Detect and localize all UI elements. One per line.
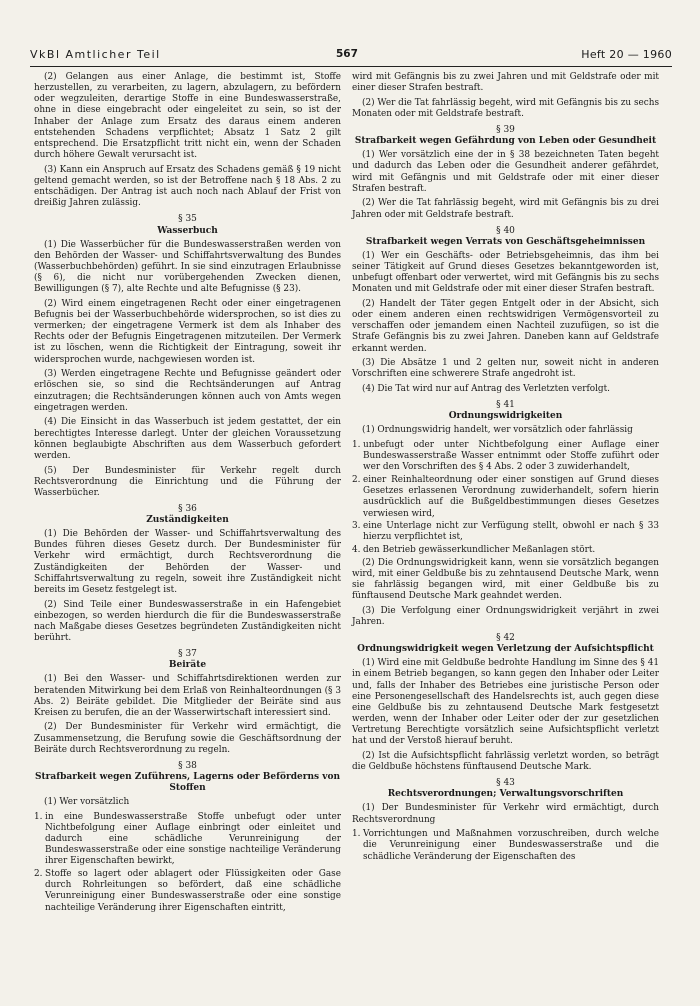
section-title: Ordnungswidrigkeiten [448, 411, 563, 422]
issue-label: Heft 20 — 1960 [581, 48, 672, 61]
section-number: § 39 [496, 125, 515, 136]
paragraph: (1) Wer ein Geschäfts- oder Betriebsgeheimnis, das ihm bei seiner Tätigkeit auf Grund dieses Gesetzes bekanntgeworden ist, unbefugt offenbart oder verwertet, wird mit Gefängnis bis zu sechs Monaten und mit Geldstrafe oder mit einer dieser Strafen bestraft. [352, 250, 659, 295]
list-item [34, 812, 341, 868]
section-number: § 43 [496, 778, 515, 789]
section-title: Ordnungswidrigkeit wegen Verletzung der Aufsichtspflicht [357, 644, 654, 655]
list-item [352, 475, 659, 520]
section-number: § 41 [496, 400, 515, 411]
list-item-number: 1. [352, 829, 361, 840]
list-item-text: Vorrichtungen und Maßnahmen vorzuschreiben, durch welche die Verunreinigung einer Bundeswasserstraße und die schädliche Veränderung der Eigenschaften des [363, 829, 659, 862]
paragraph: (1) Wer vorsätzlich [44, 797, 130, 808]
right-column [352, 72, 659, 864]
list-item-text: in eine Bundeswasserstraße Stoffe unbefugt oder unter Nichtbefolgung einer Auflage einbringt oder einleitet und dadurch eine schädliche Verunreinigung der Bundeswasserstraße oder eine sonstige nachteilige Veränderung ihrer Eigenschaften bewirkt, [45, 811, 341, 867]
list-item-number: 4. [352, 544, 361, 555]
section-title: Zuständigkeiten [146, 515, 229, 526]
paragraph: (4) Die Einsicht in das Wasserbuch ist jedem gestattet, der ein berechtigtes Interesse darlegt. Unter der gleichen Voraussetzung können beglaubigte Abschriften aus dem Wasserbuch gefordert werden. [34, 417, 341, 461]
paragraph: (1) Der Bundesminister für Verkehr wird ermächtigt, durch Rechtsverordnung [352, 803, 659, 825]
paragraph: wird mit Gefängnis bis zu zwei Jahren und mit Geldstrafe oder mit einer dieser Strafen bestraft. [352, 72, 659, 94]
paragraph: (2) Wer die Tat fahrlässig begeht, wird mit Gefängnis bis zu drei Jahren oder mit Geldstrafe bestraft. [352, 198, 659, 220]
paragraph: (2) Sind Teile einer Bundeswasserstraße in ein Hafengebiet einbezogen, so werden hierdurch die für die Bundeswasserstraße nach Maßgabe dieses Gesetzes begründeten Zuständigkeiten nicht berührt. [34, 599, 341, 644]
paragraph: (1) Die Wasserbücher für die Bundeswasserstraßen werden von den Behörden der Wasser- und Schiffahrtsverwaltung des Bundes (Wasserbuchbehörden) geführt. In sie sind einzutragen Erlaubnisse (§ 6), die nicht nur vorübergehenden Zwecken dienen, Bewilligungen (§ 7), alte Rechte und alte Befugnisse (§ 23). [34, 239, 341, 295]
publication-title: VkBl Amtlicher Teil [30, 48, 161, 61]
paragraph: (4) Die Tat wird nur auf Antrag des Verletzten verfolgt. [362, 384, 610, 395]
paragraph: (2) Gelangen aus einer Anlage, die bestimmt ist, Stoffe herzustellen, zu verarbeiten, zu lagern, abzulagern, zu befördern oder wegzuleiten, derartige Stoffe in eine Bundeswasserstraße, ohne in diese eingebracht oder eingeleitet zu sein, so ist der Inhaber der Anlage zum Ersatz des daraus einem anderen entstehenden Schadens verpflichtet; Absatz 1 Satz 2 gilt entsprechend. Die Ersatzpflicht tritt nicht ein, wenn der Schaden durch höhere Gewalt verursacht ist. [34, 72, 341, 161]
list-item-number: 1. [34, 811, 43, 822]
list-item [34, 869, 341, 914]
list-item [352, 440, 659, 473]
list-item-number: 2. [352, 475, 361, 486]
list-item-text: eine Unterlage nicht zur Verfügung stellt, obwohl er nach § 33 hierzu verpflichtet ist, [363, 521, 659, 543]
header-rule [30, 66, 672, 67]
paragraph: (2) Wer die Tat fahrlässig begeht, wird mit Gefängnis bis zu sechs Monaten oder mit Geldstrafe bestraft. [352, 97, 659, 119]
section-number: § 38 [178, 760, 197, 771]
paragraph: (2) Der Bundesminister für Verkehr wird ermächtigt, die Zusammensetzung, die Berufung sowie die Geschäftsordnung der Beiräte durch Rechtsverordnung zu regeln. [34, 722, 341, 755]
paragraph: (3) Die Verfolgung einer Ordnungswidrigkeit verjährt in zwei Jahren. [352, 605, 659, 627]
paragraph: (1) Bei den Wasser- und Schiffahrtsdirektionen werden zur beratenden Mitwirkung bei dem Erlaß von Reinhalteordnungen (§ 3 Abs. 2) Beiräte gebildet. Die Mitglieder der Beiräte sind aus Kreisen zu berufen, die an der Wasserwirtschaft interessiert sind. [34, 674, 341, 718]
section-title: Strafbarkeit wegen Verrats von Geschäftsgeheimnissen [365, 236, 646, 247]
section-title: Strafbarkeit wegen Gefährdung von Leben oder Gesundheit [354, 136, 657, 147]
section-title: Wasserbuch [157, 225, 218, 236]
list-item-number: 3. [352, 521, 361, 532]
paragraph: (3) Werden eingetragene Rechte und Befugnisse geändert oder erlöschen sie, so sind die Rechtsänderungen auf Antrag einzutragen; die Rechtsänderungen können auch von Amts wegen eingetragen werden. [34, 369, 341, 413]
list-item-number: 2. [34, 869, 43, 880]
section-number: § 36 [178, 503, 197, 514]
list-item [352, 545, 659, 556]
paragraph: (3) Die Absätze 1 und 2 gelten nur, soweit nicht in anderen Vorschriften eine schwerere Strafe angedroht ist. [352, 358, 659, 380]
section-number: § 42 [496, 633, 515, 644]
paragraph: (2) Ist die Aufsichtspflicht fahrlässig verletzt worden, so beträgt die Geldbuße höchstens fünftausend Deutsche Mark. [352, 750, 659, 773]
paragraph: (1) Ordnungswidrig handelt, wer vorsätzlich oder fahrlässig [362, 425, 633, 436]
list-item [352, 521, 659, 543]
left-column [34, 72, 341, 915]
section-number: § 37 [178, 649, 197, 660]
page-number: 567 [336, 48, 358, 60]
section-number: § 40 [496, 225, 515, 236]
list-item [352, 829, 659, 862]
paragraph: (1) Wer vorsätzlich eine der in § 38 bezeichneten Taten begeht und dadurch das Leben oder die Gesundheit anderer gefährdet, wird mit Gefängnis und mit Geldstrafe oder mit einer dieser Strafen bestraft. [352, 150, 659, 194]
section-title: Rechtsverordnungen; Verwaltungsvorschriften [387, 789, 624, 800]
paragraph: (1) Die Behörden der Wasser- und Schiffahrtsverwaltung des Bundes führen dieses Gesetz durch. Der Bundesminister für Verkehr wird ermächtigt, durch Rechtsverordnung die Zuständigkeiten der Behörden der Wasser- und Schiffahrtsverwaltung zu regeln, soweit ihre Zuständigkeit nicht bereits im Gesetz festgelegt ist. [34, 529, 341, 595]
list-item-text: Stoffe so lagert oder ablagert oder Flüssigkeiten oder Gase durch Rohrleitungen so befördert, daß eine schädliche Verunreinigung einer Bundeswasserstraße oder eine sonstige nachteilige Veränderung ihrer Eigenschaften eintritt, [45, 869, 341, 913]
paragraph: (2) Wird einem eingetragenen Recht oder einer eingetragenen Befugnis bei der Wasserbuchbehörde widersprochen, so ist dies zu vermerken; der eingetragene Vermerk ist dem als Inhaber des Rechts oder der Befugnis Eingetragenen mitzuteilen. Der Vermerk ist zu löschen, wenn die Richtigkeit der Eintragung, soweit ihr widersprochen wurde, nachgewiesen worden ist. [34, 298, 341, 365]
list-item-text: unbefugt oder unter Nichtbefolgung einer Auflage einer Bundeswasserstraße Wasser entnimmt oder Stoffe zuführt oder wer den Vorschriften des § 4 Abs. 2 oder 3 zuwiderhandelt, [363, 440, 659, 473]
paragraph: (1) Wird eine mit Geldbuße bedrohte Handlung im Sinne des § 41 in einem Betrieb begangen, so kann gegen den Inhaber oder Leiter und, falls der Inhaber des Betriebes eine juristische Person oder eine Personengesellschaft des Handelsrechts ist, auch gegen diese eine Geldbuße bis zu zehntausend Deutsche Mark festgesetzt werden, wenn der Inhaber oder Leiter oder der zur gesetzlichen Vertretung Berechtigte vorsätzlich seine Aufsichtspflicht verletzt hat und der Verstoß hierauf beruht. [352, 658, 659, 747]
section-title: Strafbarkeit wegen Zuführens, Lagerns oder Beförderns von Stoffen [34, 772, 340, 794]
paragraph: (2) Die Ordnungswidrigkeit kann, wenn sie vorsätzlich begangen wird, mit einer Geldbuße bis zu zehntausend Deutsche Mark, wenn sie fahrlässig begangen wird, mit einer Geldbuße bis zu fünftausend Deutsche Mark geahndet werden. [352, 557, 659, 602]
section-title: Beiräte [168, 660, 207, 671]
list-item-text: den Betrieb gewässerkundlicher Meßanlagen stört. [363, 544, 596, 555]
section-number: § 35 [178, 214, 197, 225]
paragraph: (3) Kann ein Anspruch auf Ersatz des Schadens gemäß § 19 nicht geltend gemacht werden, so ist der Betroffene nach § 18 Abs. 2 zu entschädigen. Der Antrag ist auch noch nach Ablauf der Frist von dreißig Jahren zulässig. [34, 164, 341, 209]
list-item-text: einer Reinhalteordnung oder einer sonstigen auf Grund dieses Gesetzes erlassenen Verordnung zuwiderhandelt, sofern hierin ausdrücklich auf die Bußgeldbestimmungen dieses Gesetzes verwiesen wird, [363, 475, 659, 519]
paragraph: (5) Der Bundesminister für Verkehr regelt durch Rechtsverordnung die Einrichtung und die Führung der Wasserbücher. [34, 465, 341, 498]
paragraph: (2) Handelt der Täter gegen Entgelt oder in der Absicht, sich oder einem anderen einen rechtswidrigen Vermögensvorteil zu verschaffen oder jemandem einen Nachteil zuzufügen, so ist die Strafe Gefängnis bis zu zwei Jahren. Daneben kann auf Geldstrafe erkannt werden. [352, 299, 659, 354]
list-item-number: 1. [352, 440, 361, 451]
page-header [30, 48, 672, 66]
